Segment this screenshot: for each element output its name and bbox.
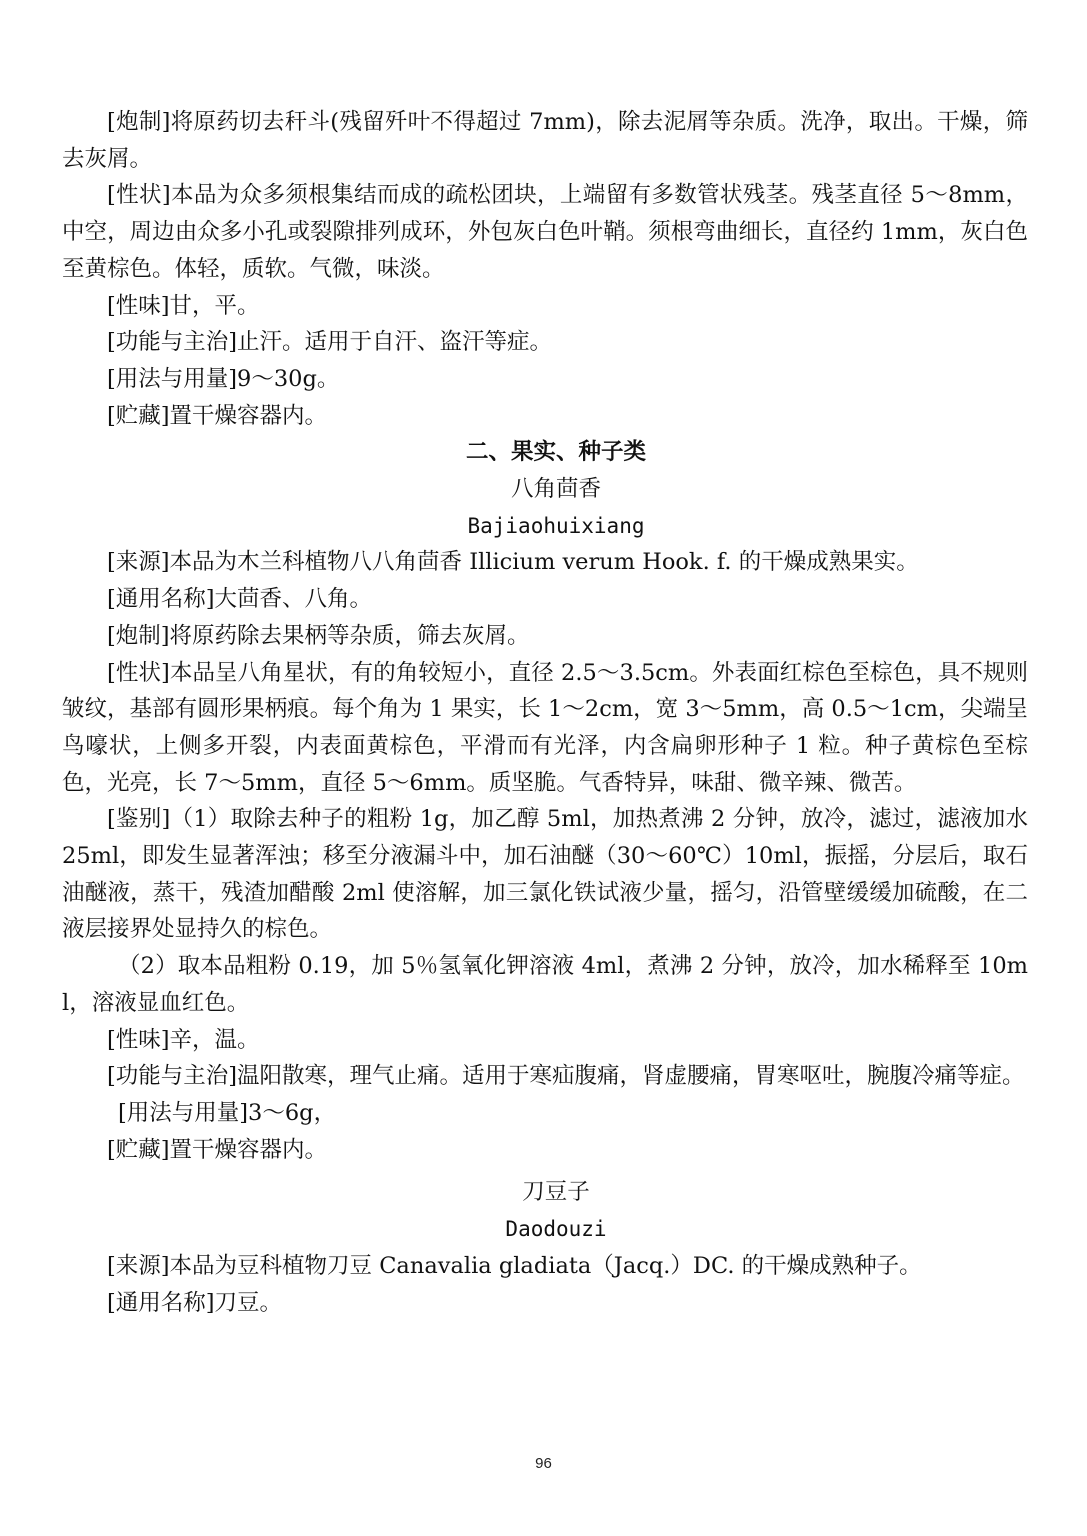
paragraph-description: [性状]本品呈八角星状，有的角较短小，直径 2.5～3.5cm。外表面红棕色至棕色，具不规则皱纹，基部有圆形果柄痕。每个角为 1 果实，长 1～2cm，宽 3～5mm，高 0.5～1cm，尖端呈鸟嚎状，上侧多开裂，内表面黄棕色，平滑而有光泽，内含扁卵形种子 1 粒。种子黄棕色至棕色，光亮，长 7～5mm，直径 5～6mm。质坚脆。气香特异，味甜、微辛辣、微苦。	[62, 659, 1028, 796]
paragraph-function: [功能与主治]止汗。适用于自汗、盗汗等症。	[107, 329, 553, 356]
paragraph-source: [来源]本品为豆科植物刀豆 Canavalia gladiata（Jacq.）DC. 的干燥成熟种子。	[107, 1252, 922, 1279]
paragraph-identification-2: （2）取本品粗粉 0.19，加 5％氢氧化钾溶液 4ml，煮沸 2 分钟，放冷，加水稀释至 10ml，溶液显血红色。	[62, 953, 1028, 1016]
paragraph-storage: [贮藏]置干燥容器内。	[107, 1136, 328, 1163]
paragraph-description: [性状]本品为众多须根集结而成的疏松团块，上端留有多数管状残茎。残茎直径 5～8mm，中空，周边由众多小孔或裂隙排列成环，外包灰白色叶鞘。须根弯曲细长，直径约 1mm，灰白色至黄棕色。体轻，质软。气微，味淡。	[62, 182, 1028, 282]
paragraph-storage: [贮藏]置干燥容器内。	[107, 402, 328, 429]
document-page	[62, 104, 1028, 1321]
paragraph-nature-taste: [性味]辛，温。	[107, 1026, 260, 1053]
entry-title: 八角茴香	[510, 476, 601, 503]
paragraph-nature-taste: [性味]甘，平。	[107, 292, 260, 319]
paragraph-source: [来源]本品为木兰科植物八八角茴香 Illicium verum Hook. f. 的干燥成熟果实。	[107, 549, 919, 576]
section-heading: 二、果实、种子类	[465, 439, 646, 466]
paragraph-dosage: [用法与用量]9～30g。	[107, 365, 340, 392]
paragraph-identification: [鉴别]（1）取除去种子的粗粉 1g，加乙醇 5ml，加热煮沸 2 分钟，放冷，滤过，滤液加水 25ml，即发生显著浑浊；移至分液漏斗中，加石油醚（30～60℃）10ml，振摇，分层后，取石油醚液，蒸干，残渣加醋酸 2ml 使溶解，加三氯化铁试液少量，摇匀，沿管壁缓缓加硫酸，在二液层接界处显持久的棕色。	[62, 806, 1028, 943]
entry-pinyin: Bajiaohuixiang	[467, 513, 645, 538]
paragraph-common-name: [通用名称]大茴香、八角。	[107, 586, 373, 613]
paragraph-processing: [炮制]将原药除去果柄等杂质，筛去灰屑。	[107, 622, 530, 649]
entry-pinyin: Daodouzi	[505, 1217, 607, 1242]
entry-title: 刀豆子	[522, 1179, 590, 1206]
paragraph-dosage: [用法与用量]3～6g，	[118, 1099, 337, 1126]
paragraph-common-name: [通用名称]刀豆。	[107, 1289, 283, 1316]
page-number: 96	[535, 1455, 552, 1472]
paragraph-function: [功能与主治]温阳散寒，理气止痛。适用于寒疝腹痛，肾虚腰痛，胃寒呕吐，腕腹冷痛等症。	[107, 1063, 1025, 1090]
paragraph-processing: [炮制]将原药切去秆斗(残留歼叶不得超过 7mm)，除去泥屑等杂质。洗净，取出。干燥，筛去灰屑。	[62, 109, 1028, 172]
